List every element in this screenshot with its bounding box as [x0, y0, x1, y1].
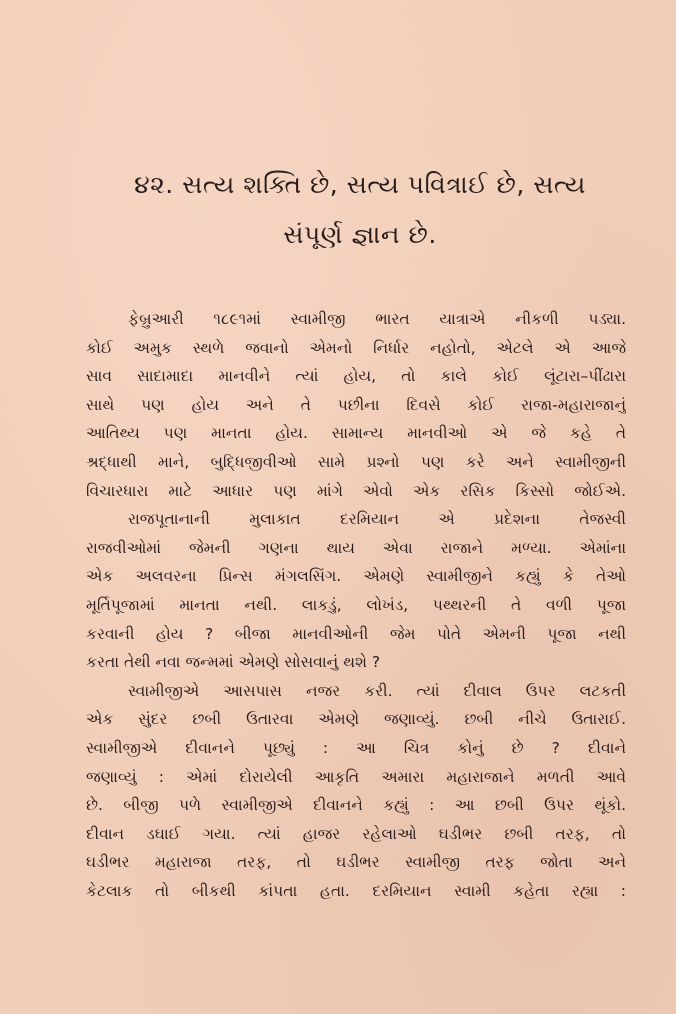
text-line: રાજપૂતાનાની મુલાકાત દરમિયાન એ પ્રદેશના તેજસ્વી: [128, 510, 626, 529]
text-line: એક અલવરના પ્રિન્સ મંગલસિંગ. એમણે સ્વામીજીને કહ્યું કે તેઓ: [86, 567, 626, 586]
text-line: રાજવીઓમાં જેમની ગણના થાય એવા રાજાને મળ્યા. એમાંના: [86, 538, 626, 557]
text-line: કોઈ અમુક સ્થળે જવાનો એમનો નિર્ધાર નહોતો, એટલે એ આજે: [86, 338, 626, 357]
chapter-title-line-2: સંપૂર્ણ જ્ઞાન છે.: [283, 220, 437, 249]
text-line: વિચારધારા માટે આધાર પણ માંગે એવો એક રસિક કિસ્સો જોઈએ.: [86, 481, 626, 500]
text-line: ઘડીભર મહારાજા તરફ, તો ઘડીભર સ્વામીજી તરફ જોતા અને: [86, 853, 626, 872]
text-line: કરતા તેથી નવા જન્મમાં એમણે સોસવાનું થશે ?: [86, 653, 381, 672]
text-line: મૂર્તિપૂજામાં માનતા નથી. લાકડું, લોખંડ, પથ્થરની તે વળી પૂજા: [86, 595, 626, 614]
text-line: આતિથ્ય પણ માનતા હોય. સામાન્ય માનવીઓ એ જે કહે તે: [86, 424, 626, 443]
text-line: સાથે પણ હોય અને તે પછીના દિવસે કોઈ રાજા-મહારાજાનું: [86, 395, 626, 414]
text-line: કરવાની હોય ? બીજા માનવીઓની જેમ પોતે એમની પૂજા નથી: [86, 624, 626, 643]
text-line: શ્રદ્ધાથી માને, બુદ્ધિજીવીઓ સામે પ્રશ્નો પણ કરે અને સ્વામીજીની: [86, 452, 626, 471]
body-text: [86, 305, 626, 905]
chapter-title-line-1: ૪૨. સત્ય શક્તિ છે, સત્ય પવિત્રાઈ છે, સત્ય: [134, 170, 586, 199]
text-line: સ્વામીજીએ દીવાનને પૂછ્યું : આ ચિત્ર કોનું છે ? દીવાને: [86, 738, 626, 757]
text-line: સ્વામીજીએ આસપાસ નજર કરી. ત્યાં દીવાલ ઉપર લટકતી: [128, 681, 626, 700]
text-line: સાવ સાદામાદા માનવીને ત્યાં હોય, તો કાલે કોઈ લૂંટારા–પીંઢારા: [86, 367, 626, 386]
text-line: છે. બીજી પળે સ્વામીજીએ દીવાનને કહ્યું : આ છબી ઉપર થૂંકો.: [86, 796, 626, 815]
text-line: કેટલાક તો બીકથી કાંપતા હતા. દરમિયાન સ્વામી કહેતા રહ્યા :: [86, 881, 626, 900]
text-line: દીવાન ડઘાઈ ગયા. ત્યાં હાજર રહેલાઓ ઘડીભર છબી તરફ, તો: [86, 824, 626, 843]
text-line: ફેબ્રુઆરી ૧૮૯૧માં સ્વામીજી ભારત યાત્રાએ નીકળી પડ્યા.: [128, 310, 626, 328]
text-line: એક સુંદર છબી ઉતારવા એમણે જણાવ્યું. છબી નીચે ઉતારાઈ.: [86, 710, 626, 729]
text-line: જણાવ્યું : એમાં દોરાયેલી આકૃતિ અમારા મહારાજાને મળતી આવે: [86, 767, 626, 786]
